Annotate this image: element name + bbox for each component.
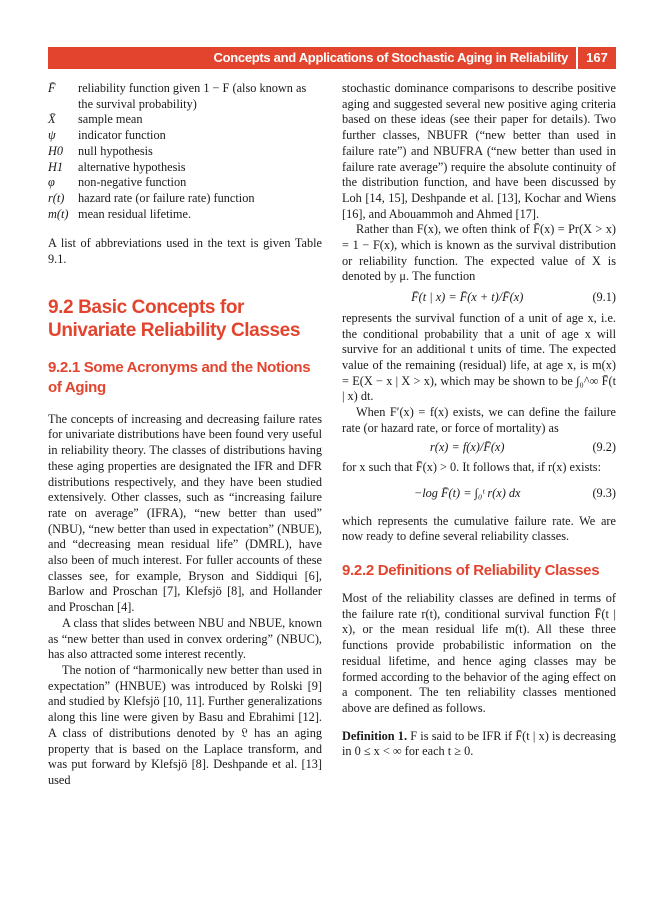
symbol: ψ: [48, 128, 56, 143]
section-heading: 9.2 Basic Concepts for Univariate Reliability Classes: [48, 296, 301, 341]
paragraph: stochastic dominance comparisons to describe positive aging and suggested several new positive aging criteria based on these ideas (see their paper for details). Two further classes, NBUFR (“new better than used in failure rate”) and NBUFRA (“new better than used in failure rate average”) require the absolute continuity of the distribution function, and have been discussed by Loh [14, 15], Deshpande et al. [13], Kochar and Wiens [16], and Abouammoh and Ahmed [17].: [342, 81, 616, 221]
definition-label: Definition 1.: [342, 728, 408, 743]
paragraph: Most of the reliability classes are defined in terms of the failure rate r(t), conditional survival function F̄(t | x), or the mean residual life m(t). All these three functions provide probabilistic information on the residual lifetime, and hence aging classes may be formed according to the behavior of the aging effect on a component. The ten reliability classes mentioned above are defined as follows.: [342, 590, 616, 715]
equation-9-1: [342, 290, 616, 306]
symbol: H1: [48, 159, 64, 174]
paragraph: A class that slides between NBU and NBUE, known as “new better than used in convex ordering” (NBUC), has also attracted some interest recently.: [48, 615, 322, 662]
symbol-description: mean residual lifetime.: [78, 206, 192, 221]
equation-number: (9.1): [592, 290, 616, 305]
symbol-entry: [48, 128, 322, 144]
symbol-entry: [48, 160, 322, 176]
subsection-heading: 9.2.2 Definitions of Reliability Classes: [342, 561, 600, 579]
paragraph: The concepts of increasing and decreasing failure rates for univariate distributions have been found very useful in reliability theory. The classes of distributions having these aging properties are designated the IFR and DFR distributions respectively, and they have been studied extensively. Other classes, such as “increasing failure rate on average” (IFRA), “new better than used” (NBU), “new better than used in expectation” (NBUE), and “decreasing mean residual life” (DMRL), have also been of much interest. For fuller accounts of these classes see, for example, Bryson and Siddiqui [6], Barlow and Proschan [7], Klefsjö [8], and Hollander and Proschan [4].: [48, 411, 322, 615]
paragraph: When F′(x) = f(x) exists, we can define the failure rate (or hazard rate, or force of mortality) as: [342, 405, 616, 435]
subsection-heading: 9.2.1 Some Acronyms and the Notions of Aging: [48, 358, 311, 396]
symbol-description: reliability function given 1 − F (also known as the survival probability): [78, 81, 307, 111]
symbol-description: indicator function: [78, 128, 166, 143]
symbol-description: sample mean: [78, 112, 143, 127]
running-header: [48, 47, 616, 69]
paragraph: represents the survival function of a unit of age x, i.e. the conditional probability that a unit of age x will survive for an additional t units of time. The expected value of the remaining (residual) life, at age x, is m(x) = E(X − x | X > x), which may be shown to be ∫₀^∞ F̄(t | x) dt.: [342, 310, 616, 404]
symbol-entry: [48, 175, 322, 191]
definition-text: F is said to be IFR if F̄(t | x) is decreasing in 0 ≤ x < ∞ for each t ≥ 0.: [342, 728, 616, 759]
symbol-description: hazard rate (or failure rate) function: [78, 190, 255, 205]
symbol: m(t): [48, 206, 69, 221]
paragraph: for x such that F̄(x) > 0. It follows that, if r(x) exists:: [342, 460, 601, 475]
symbol-description: non-negative function: [78, 175, 187, 190]
page-number: 167: [576, 47, 616, 69]
symbol-description: alternative hypothesis: [78, 159, 186, 174]
symbol-description: null hypothesis: [78, 143, 153, 158]
left-column: [48, 81, 322, 789]
paragraph: which represents the cumulative failure rate. We are now ready to define several reliability classes.: [342, 513, 616, 544]
symbol-entry: [48, 207, 322, 223]
symbol: F̄: [48, 81, 56, 95]
header-title: Concepts and Applications of Stochastic Aging in Reliability: [213, 50, 568, 65]
definition: [342, 729, 616, 760]
symbol-list: [48, 81, 322, 222]
abbreviation-note: A list of abbreviations used in the text is given Table 9.1.: [48, 236, 322, 267]
equation-body: r(x) = f(x)/F̄(x): [429, 440, 505, 455]
equation-number: (9.2): [592, 440, 616, 455]
symbol-entry: [48, 112, 322, 128]
paragraph: The notion of “harmonically new better than used in expectation” (HNBUE) was introduced by Rolski [9] and studied by Klefsjö [10, 11]. Further generalizations along this line were given by Basu and Ebrahimi [12]. A class of distributions denoted by 𝔏 has an aging property that is based on the Laplace transform, and was put forward by Klefsjö [8]. Deshpande et al. [13] used: [48, 662, 322, 787]
symbol: X̄: [48, 112, 56, 127]
symbol-entry: [48, 144, 322, 160]
equation-number: (9.3): [592, 485, 616, 500]
equation-body: F̄(t | x) = F̄(x + t)/F̄(x): [411, 290, 524, 305]
equation-9-3: [342, 486, 616, 502]
paragraph: Rather than F(x), we often think of F̄(x) = Pr(X > x) = 1 − F(x), which is known as the survival distribution or reliability function. The expected value of X is denoted by μ. The function: [342, 222, 616, 284]
right-column: [342, 81, 616, 760]
equation-body: −log F̄(t) = ∫₀ᵗ r(x) dx: [413, 485, 521, 500]
symbol: r(t): [48, 190, 65, 205]
symbol-entry: [48, 81, 322, 112]
equation-9-2: [342, 440, 616, 456]
symbol-entry: [48, 191, 322, 207]
symbol: H0: [48, 143, 64, 158]
symbol: φ: [48, 175, 55, 190]
